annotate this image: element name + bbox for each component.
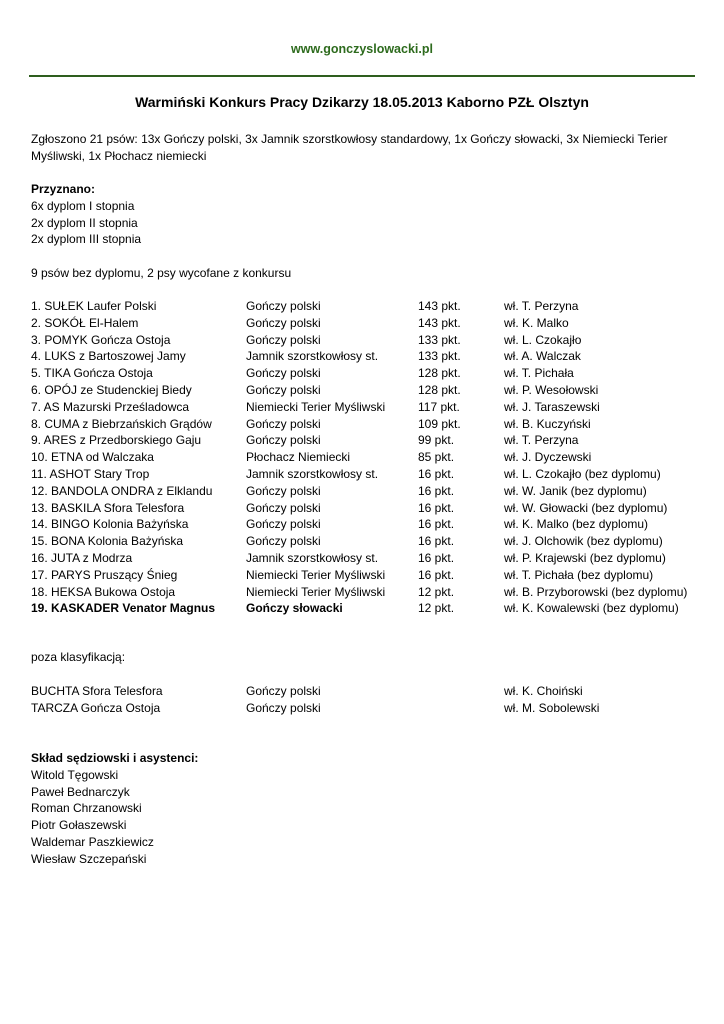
withdrawal-summary: 9 psów bez dyplomu, 2 psy wycofane z konkursu [31, 266, 292, 280]
row-breed: Gończy polski [246, 332, 321, 347]
row-points: 16 pkt. [418, 567, 455, 582]
row-name: 11. ASHOT Stary Trop [31, 466, 150, 481]
row-name: 3. POMYK Gończa Ostoja [31, 332, 171, 347]
row-owner: wł. K. Malko (bez dyplomu) [504, 517, 649, 532]
row-points: 109 pkt. [418, 416, 461, 431]
entries-summary: Zgłoszono 21 psów: 13x Gończy polski, 3x Jamnik szorstkowłosy standardowy, 1x Gończy słowacki, 3x Niemiecki Terier Myśliwski, 1x Płochacz niemiecki [31, 132, 668, 163]
row-name: 18. HEKSA Bukowa Ostoja [31, 584, 176, 599]
non-classified-label: poza klasyfikacją: [31, 650, 126, 664]
row-points: 128 pkt. [418, 366, 461, 381]
row-points: 16 pkt. [418, 500, 455, 515]
row-owner: wł. W. Janik (bez dyplomu) [504, 483, 647, 498]
row-owner: wł. K. Malko [504, 315, 569, 330]
row-breed: Płochacz Niemiecki [246, 450, 351, 465]
row-owner: wł. T. Pichała (bez dyplomu) [504, 567, 654, 582]
award-item: 2x dyplom III stopnia [31, 232, 142, 247]
row-name: 5. TIKA Gończa Ostoja [31, 366, 153, 381]
site-url-link[interactable]: www.gonczyslowacki.pl [291, 42, 433, 56]
row-owner: wł. P. Wesołowski [504, 382, 599, 397]
row-breed: Gończy polski [246, 315, 321, 330]
row-name: 14. BINGO Kolonia Bażyńska [31, 517, 189, 532]
row-points: 16 pkt. [418, 534, 455, 549]
row-name: 10. ETNA od Walczaka [31, 450, 154, 465]
header-divider [29, 75, 695, 77]
row-breed: Jamnik szorstkowłosy st. [246, 466, 379, 481]
row-points: 143 pkt. [418, 299, 461, 313]
row-name: 4. LUKS z Bartoszowej Jamy [31, 349, 186, 364]
row-name: 16. JUTA z Modrza [31, 550, 133, 565]
row-points: 16 pkt. [418, 466, 455, 481]
row-points: 133 pkt. [418, 349, 461, 364]
row-owner: wł. L. Czokajło (bez dyplomu) [504, 466, 661, 481]
judge-name: Witold Tęgowski [31, 767, 119, 782]
row-points: 12 pkt. [418, 601, 455, 616]
row-name: 19. KASKADER Venator Magnus [31, 601, 216, 616]
row-owner: wł. W. Głowacki (bez dyplomu) [504, 500, 668, 515]
awards-heading: Przyznano: [31, 182, 96, 196]
row-owner: wł. B. Przyborowski (bez dyplomu) [504, 584, 688, 599]
row-breed: Gończy polski [246, 684, 321, 698]
row-breed: Niemiecki Terier Myśliwski [246, 584, 386, 599]
row-points: 16 pkt. [418, 550, 455, 565]
row-breed: Gończy polski [246, 500, 321, 515]
row-name: TARCZA Gończa Ostoja [31, 700, 161, 715]
row-name: 6. OPÓJ ze Studenckiej Biedy [31, 382, 192, 397]
page-title: Warmiński Konkurs Pracy Dzikarzy 18.05.2013 Kaborno PZŁ Olsztyn [135, 94, 589, 110]
row-name: BUCHTA Sfora Telesfora [31, 684, 163, 698]
judge-name: Wiesław Szczepański [31, 851, 147, 866]
row-points: 16 pkt. [418, 483, 455, 498]
row-points: 12 pkt. [418, 584, 455, 599]
row-breed: Gończy polski [246, 299, 321, 313]
row-points: 117 pkt. [418, 399, 460, 414]
row-owner: wł. K. Kowalewski (bez dyplomu) [504, 601, 679, 616]
award-item: 2x dyplom II stopnia [31, 215, 138, 230]
row-name: 13. BASKILA Sfora Telesfora [31, 500, 185, 515]
row-points: 16 pkt. [418, 517, 455, 532]
row-owner: wł. B. Kuczyński [504, 416, 591, 431]
row-points: 133 pkt. [418, 332, 461, 347]
judges-section [31, 750, 198, 868]
row-points: 143 pkt. [418, 315, 461, 330]
row-name: 1. SUŁEK Laufer Polski [31, 299, 157, 313]
row-breed: Gończy polski [246, 700, 321, 715]
row-owner: wł. K. Choiński [504, 684, 583, 698]
row-points: 85 pkt. [418, 450, 455, 465]
row-owner: wł. T. Pichała [504, 366, 574, 381]
row-name: 2. SOKÓŁ El-Halem [31, 315, 139, 330]
row-name: 8. CUMA z Biebrzańskich Grądów [31, 416, 212, 431]
row-owner: wł. A. Walczak [504, 349, 581, 364]
row-breed: Gończy polski [246, 433, 321, 448]
judge-name: Waldemar Paszkiewicz [31, 834, 154, 849]
row-name: 15. BONA Kolonia Bażyńska [31, 534, 184, 549]
row-name: 12. BANDOLA ONDRA z Elklandu [31, 483, 213, 498]
row-owner: wł. T. Perzyna [504, 299, 579, 313]
row-breed: Gończy polski [246, 366, 321, 381]
award-item: 6x dyplom I stopnia [31, 198, 135, 213]
judge-name: Paweł Bednarczyk [31, 784, 130, 799]
row-owner: wł. J. Dyczewski [504, 450, 592, 465]
row-points: 128 pkt. [418, 382, 461, 397]
awards-section [31, 181, 141, 248]
judge-name: Piotr Gołaszewski [31, 818, 127, 833]
row-breed: Gończy polski [246, 382, 321, 397]
row-owner: wł. M. Sobolewski [504, 700, 600, 715]
row-owner: wł. P. Krajewski (bez dyplomu) [504, 550, 666, 565]
judge-name: Roman Chrzanowski [31, 801, 142, 816]
row-owner: wł. T. Perzyna [504, 433, 579, 448]
row-breed: Niemiecki Terier Myśliwski [246, 567, 386, 582]
row-owner: wł. J. Olchowik (bez dyplomu) [504, 534, 663, 549]
row-breed: Gończy polski [246, 517, 321, 532]
row-breed: Jamnik szorstkowłosy st. [246, 550, 379, 565]
row-name: 9. ARES z Przedborskiego Gaju [31, 433, 202, 448]
judges-heading: Skład sędziowski i asystenci: [31, 751, 199, 765]
row-name: 17. PARYS Pruszący Śnieg [31, 567, 178, 582]
row-owner: wł. L. Czokajło [504, 332, 582, 347]
row-breed: Gończy polski [246, 483, 321, 498]
row-breed: Gończy słowacki [246, 601, 343, 616]
row-breed: Gończy polski [246, 416, 321, 431]
row-name: 7. AS Mazurski Prześladowca [31, 399, 190, 414]
row-breed: Jamnik szorstkowłosy st. [246, 349, 379, 364]
row-breed: Niemiecki Terier Myśliwski [246, 399, 386, 414]
row-points: 99 pkt. [418, 433, 455, 448]
row-owner: wł. J. Taraszewski [504, 399, 600, 414]
row-breed: Gończy polski [246, 534, 321, 549]
